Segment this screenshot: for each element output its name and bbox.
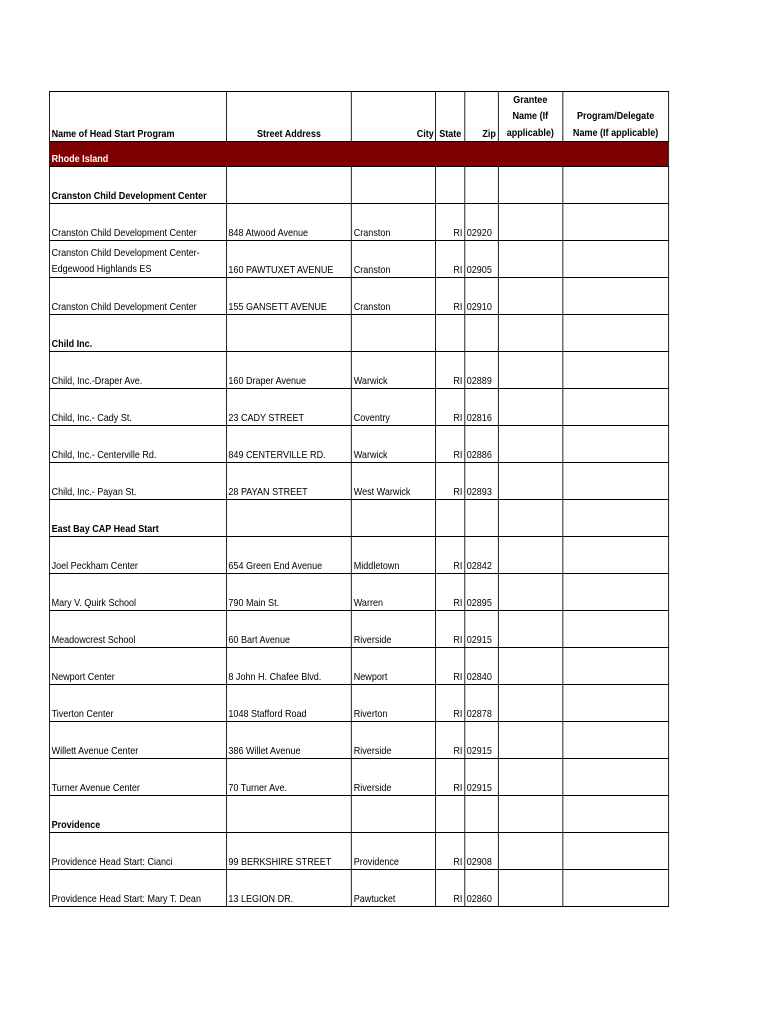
cell-name: Newport Center [49, 647, 226, 684]
cell-delegate [563, 314, 669, 351]
cell-address [226, 166, 351, 203]
cell-zip: 02915 [465, 610, 498, 647]
cell-address: 28 PAYAN STREET [226, 462, 351, 499]
cell-name: Cranston Child Development Center [49, 166, 226, 203]
table-row [49, 388, 668, 425]
table-row [49, 610, 668, 647]
cell-name: Child Inc. [49, 314, 226, 351]
cell-state: RI [436, 277, 465, 314]
header-grantee: Grantee Name (If applicable) [498, 92, 563, 142]
cell-zip: 02910 [465, 277, 498, 314]
group-row [49, 166, 668, 203]
cell-grantee [498, 462, 563, 499]
cell-city: Coventry [352, 388, 436, 425]
cell-state [436, 795, 465, 832]
cell-name: Providence Head Start: Cianci [49, 832, 226, 869]
cell-grantee [498, 240, 563, 277]
cell-zip: 02860 [465, 869, 498, 906]
head-start-programs-table [49, 91, 669, 907]
cell-state: RI [436, 758, 465, 795]
table-row [49, 758, 668, 795]
cell-zip: 02915 [465, 721, 498, 758]
cell-delegate [563, 610, 669, 647]
cell-address: 60 Bart Avenue [226, 610, 351, 647]
cell-grantee [498, 203, 563, 240]
cell-delegate [563, 277, 669, 314]
cell-address: 23 CADY STREET [226, 388, 351, 425]
cell-zip: 02895 [465, 573, 498, 610]
cell-name: Cranston Child Development Center-Edgewood Highlands ES [49, 240, 226, 277]
cell-address: 848 Atwood Avenue [226, 203, 351, 240]
cell-state: RI [436, 869, 465, 906]
cell-grantee [498, 758, 563, 795]
cell-grantee [498, 869, 563, 906]
cell-state: RI [436, 351, 465, 388]
cell-zip: 02893 [465, 462, 498, 499]
cell-address: 13 LEGION DR. [226, 869, 351, 906]
cell-address: 70 Turner Ave. [226, 758, 351, 795]
cell-delegate [563, 425, 669, 462]
cell-delegate [563, 166, 669, 203]
cell-name: Child, Inc.- Centerville Rd. [49, 425, 226, 462]
cell-zip [465, 314, 498, 351]
cell-city: Riverton [352, 684, 436, 721]
cell-city: Providence [352, 832, 436, 869]
table-row [49, 869, 668, 906]
cell-zip: 02889 [465, 351, 498, 388]
cell-delegate [563, 536, 669, 573]
cell-delegate [563, 795, 669, 832]
cell-city [352, 314, 436, 351]
cell-grantee [498, 721, 563, 758]
header-address: Street Address [226, 92, 351, 142]
cell-zip: 02842 [465, 536, 498, 573]
cell-zip: 02908 [465, 832, 498, 869]
cell-delegate [563, 758, 669, 795]
cell-city: Cranston [352, 277, 436, 314]
cell-name: Providence [49, 795, 226, 832]
cell-state: RI [436, 573, 465, 610]
cell-grantee [498, 573, 563, 610]
cell-name: Tiverton Center [49, 684, 226, 721]
table-row [49, 684, 668, 721]
cell-name: Child, Inc.- Payan St. [49, 462, 226, 499]
cell-zip: 02905 [465, 240, 498, 277]
cell-address: 160 Draper Avenue [226, 351, 351, 388]
cell-grantee [498, 610, 563, 647]
cell-zip: 02920 [465, 203, 498, 240]
cell-address: 654 Green End Avenue [226, 536, 351, 573]
header-zip: Zip [465, 92, 498, 142]
cell-zip: 02878 [465, 684, 498, 721]
cell-zip [465, 795, 498, 832]
cell-address: 386 Willet Avenue [226, 721, 351, 758]
header-name: Name of Head Start Program [49, 92, 226, 142]
cell-city: Riverside [352, 610, 436, 647]
group-row [49, 314, 668, 351]
cell-state [436, 314, 465, 351]
cell-address: 1048 Stafford Road [226, 684, 351, 721]
table-row [49, 277, 668, 314]
group-row [49, 499, 668, 536]
header-city: City [352, 92, 436, 142]
cell-name: Child, Inc.-Draper Ave. [49, 351, 226, 388]
cell-address [226, 314, 351, 351]
cell-city: Cranston [352, 203, 436, 240]
cell-delegate [563, 573, 669, 610]
cell-state: RI [436, 388, 465, 425]
cell-name: Cranston Child Development Center [49, 203, 226, 240]
cell-delegate [563, 721, 669, 758]
table-row [49, 351, 668, 388]
cell-address: 160 PAWTUXET AVENUE [226, 240, 351, 277]
cell-address: 8 John H. Chafee Blvd. [226, 647, 351, 684]
cell-city [352, 166, 436, 203]
cell-name: Mary V. Quirk School [49, 573, 226, 610]
cell-name: Providence Head Start: Mary T. Dean [49, 869, 226, 906]
table-row [49, 832, 668, 869]
cell-state: RI [436, 240, 465, 277]
cell-delegate [563, 832, 669, 869]
cell-name: Meadowcrest School [49, 610, 226, 647]
table-row [49, 573, 668, 610]
cell-address: 99 BERKSHIRE STREET [226, 832, 351, 869]
cell-grantee [498, 314, 563, 351]
cell-grantee [498, 795, 563, 832]
region-row [49, 141, 668, 166]
cell-zip [465, 499, 498, 536]
header-row [49, 92, 668, 142]
cell-state [436, 166, 465, 203]
cell-zip: 02840 [465, 647, 498, 684]
cell-city: West Warwick [352, 462, 436, 499]
cell-city: Cranston [352, 240, 436, 277]
cell-address: 790 Main St. [226, 573, 351, 610]
table-row [49, 240, 668, 277]
cell-state: RI [436, 684, 465, 721]
cell-name: Willett Avenue Center [49, 721, 226, 758]
cell-state: RI [436, 610, 465, 647]
cell-grantee [498, 351, 563, 388]
cell-city: Middletown [352, 536, 436, 573]
cell-state: RI [436, 721, 465, 758]
cell-delegate [563, 684, 669, 721]
cell-state: RI [436, 203, 465, 240]
cell-grantee [498, 647, 563, 684]
cell-city: Riverside [352, 721, 436, 758]
table-row [49, 462, 668, 499]
cell-state: RI [436, 462, 465, 499]
cell-delegate [563, 499, 669, 536]
cell-zip: 02915 [465, 758, 498, 795]
cell-state: RI [436, 536, 465, 573]
cell-name: East Bay CAP Head Start [49, 499, 226, 536]
cell-name: Cranston Child Development Center [49, 277, 226, 314]
cell-city [352, 499, 436, 536]
cell-delegate [563, 647, 669, 684]
cell-address [226, 499, 351, 536]
cell-delegate [563, 462, 669, 499]
cell-state: RI [436, 647, 465, 684]
table-row [49, 203, 668, 240]
cell-address: 155 GANSETT AVENUE [226, 277, 351, 314]
cell-address: 849 CENTERVILLE RD. [226, 425, 351, 462]
cell-delegate [563, 240, 669, 277]
cell-delegate [563, 203, 669, 240]
cell-grantee [498, 166, 563, 203]
cell-zip: 02886 [465, 425, 498, 462]
group-row [49, 795, 668, 832]
cell-grantee [498, 388, 563, 425]
cell-city [352, 795, 436, 832]
cell-grantee [498, 425, 563, 462]
cell-grantee [498, 499, 563, 536]
cell-state: RI [436, 832, 465, 869]
cell-state: RI [436, 425, 465, 462]
table-row [49, 425, 668, 462]
cell-name: Child, Inc.- Cady St. [49, 388, 226, 425]
region-label: Rhode Island [49, 141, 668, 166]
cell-delegate [563, 869, 669, 906]
cell-address [226, 795, 351, 832]
header-delegate: Program/Delegate Name (If applicable) [563, 92, 669, 142]
cell-city: Warwick [352, 351, 436, 388]
cell-city: Warwick [352, 425, 436, 462]
cell-city: Riverside [352, 758, 436, 795]
cell-grantee [498, 684, 563, 721]
cell-delegate [563, 351, 669, 388]
cell-grantee [498, 536, 563, 573]
table-row [49, 721, 668, 758]
cell-city: Pawtucket [352, 869, 436, 906]
cell-state [436, 499, 465, 536]
table-row [49, 536, 668, 573]
cell-grantee [498, 832, 563, 869]
cell-name: Joel Peckham Center [49, 536, 226, 573]
header-state: State [436, 92, 465, 142]
cell-delegate [563, 388, 669, 425]
cell-city: Newport [352, 647, 436, 684]
cell-name: Turner Avenue Center [49, 758, 226, 795]
cell-zip: 02816 [465, 388, 498, 425]
cell-city: Warren [352, 573, 436, 610]
cell-zip [465, 166, 498, 203]
cell-grantee [498, 277, 563, 314]
table-row [49, 647, 668, 684]
